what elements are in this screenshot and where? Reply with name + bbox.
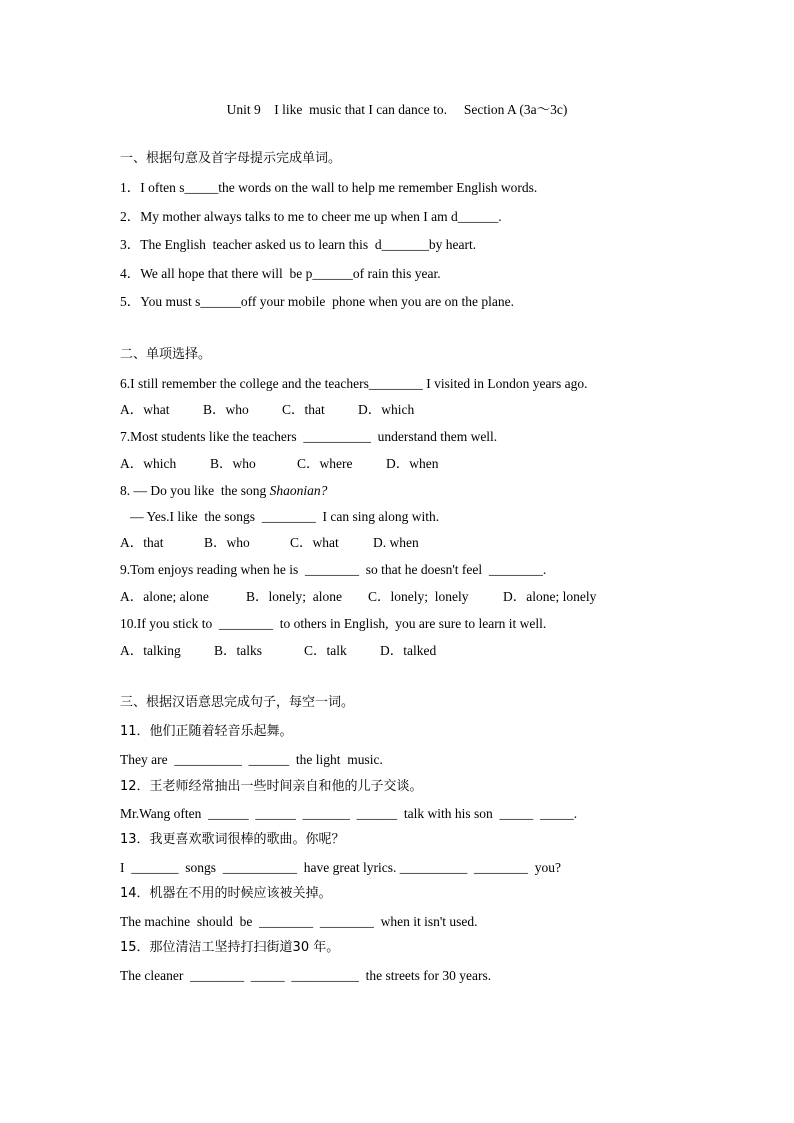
q9-stem: 9.Tom enjoys reading when he is ________ so that he doesn't feel ________. <box>120 562 547 577</box>
q11-english: They are __________ ______ the light music. <box>120 752 383 767</box>
q8-option-a: A．that <box>120 535 164 550</box>
q10-option-c: C．talk <box>304 643 347 658</box>
q9-option-d: D．alone; lonely <box>503 589 597 604</box>
q9-option-c: C．lonely; lonely <box>368 589 469 604</box>
q6-option-d: D．which <box>358 402 415 417</box>
section2-heading: 二、单项选择。 <box>120 347 212 362</box>
q13-english: I _______ songs ___________ have great lyrics. __________ ________ you? <box>120 860 561 875</box>
q8-stem-text: 8. — Do you like the song <box>120 483 270 498</box>
q15-chinese: 15．那位清洁工坚持打扫街道30 年。 <box>120 940 340 955</box>
section1-heading: 一、根据句意及首字母提示完成单词。 <box>120 151 342 166</box>
q9-option-b: B．lonely; alone <box>246 589 342 604</box>
q7-option-b: B．who <box>210 456 256 471</box>
q8-option-d: D. when <box>373 535 419 550</box>
q6-option-b: B．who <box>203 402 249 417</box>
q10-option-a: A．talking <box>120 643 181 658</box>
section1-item-1: 1．I often s_____the words on the wall to help me remember English words. <box>120 180 538 195</box>
q8-song-title: Shaonian? <box>269 483 328 498</box>
q8-option-b: B．who <box>204 535 250 550</box>
section1-item-2: 2．My mother always talks to me to cheer me up when I am d______. <box>120 209 502 224</box>
q7-option-d: D．when <box>386 456 439 471</box>
q8-stem <box>120 482 327 500</box>
q6-option-a: A．what <box>120 402 170 417</box>
q11-chinese: 11．他们正随着轻音乐起舞。 <box>120 724 293 739</box>
q12-chinese: 12．王老师经常抽出一些时间亲自和他的儿子交谈。 <box>120 779 423 794</box>
page-title: Unit 9 I like music that I can dance to. Section A (3a～3c) <box>226 102 568 117</box>
q14-english: The machine should be ________ ________ when it isn't used. <box>120 914 478 929</box>
section1-item-4: 4．We all hope that there will be p______of rain this year. <box>120 266 441 281</box>
q10-option-d: D．talked <box>380 643 437 658</box>
q7-option-c: C．where <box>297 456 353 471</box>
q8-stem-reply: — Yes.I like the songs ________ I can sing along with. <box>120 509 440 524</box>
q10-option-b: B．talks <box>214 643 263 658</box>
q6-option-c: C．that <box>282 402 325 417</box>
section1-item-3: 3．The English teacher asked us to learn this d_______by heart. <box>120 237 477 252</box>
q8-option-c: C．what <box>290 535 339 550</box>
q15-english: The cleaner ________ _____ __________ the streets for 30 years. <box>120 968 492 983</box>
q7-option-a: A．which <box>120 456 177 471</box>
q9-option-a: A．alone; alone <box>120 589 209 604</box>
section3-heading: 三、根据汉语意思完成句子，每空一词。 <box>120 695 355 710</box>
q13-chinese: 13．我更喜欢歌词很棒的歌曲。你呢？ <box>120 832 345 847</box>
section1-item-5: 5．You must s______off your mobile phone when you are on the plane. <box>120 294 514 309</box>
q6-stem: 6.I still remember the college and the teachers________ I visited in London years ago. <box>120 376 588 391</box>
q10-stem: 10.If you stick to ________ to others in English, you are sure to learn it well. <box>120 616 547 631</box>
q14-chinese: 14．机器在不用的时候应该被关掉。 <box>120 886 332 901</box>
q7-stem: 7.Most students like the teachers __________ understand them well. <box>120 429 498 444</box>
q12-english: Mr.Wang often ______ ______ _______ ______ talk with his son _____ _____. <box>120 806 578 821</box>
